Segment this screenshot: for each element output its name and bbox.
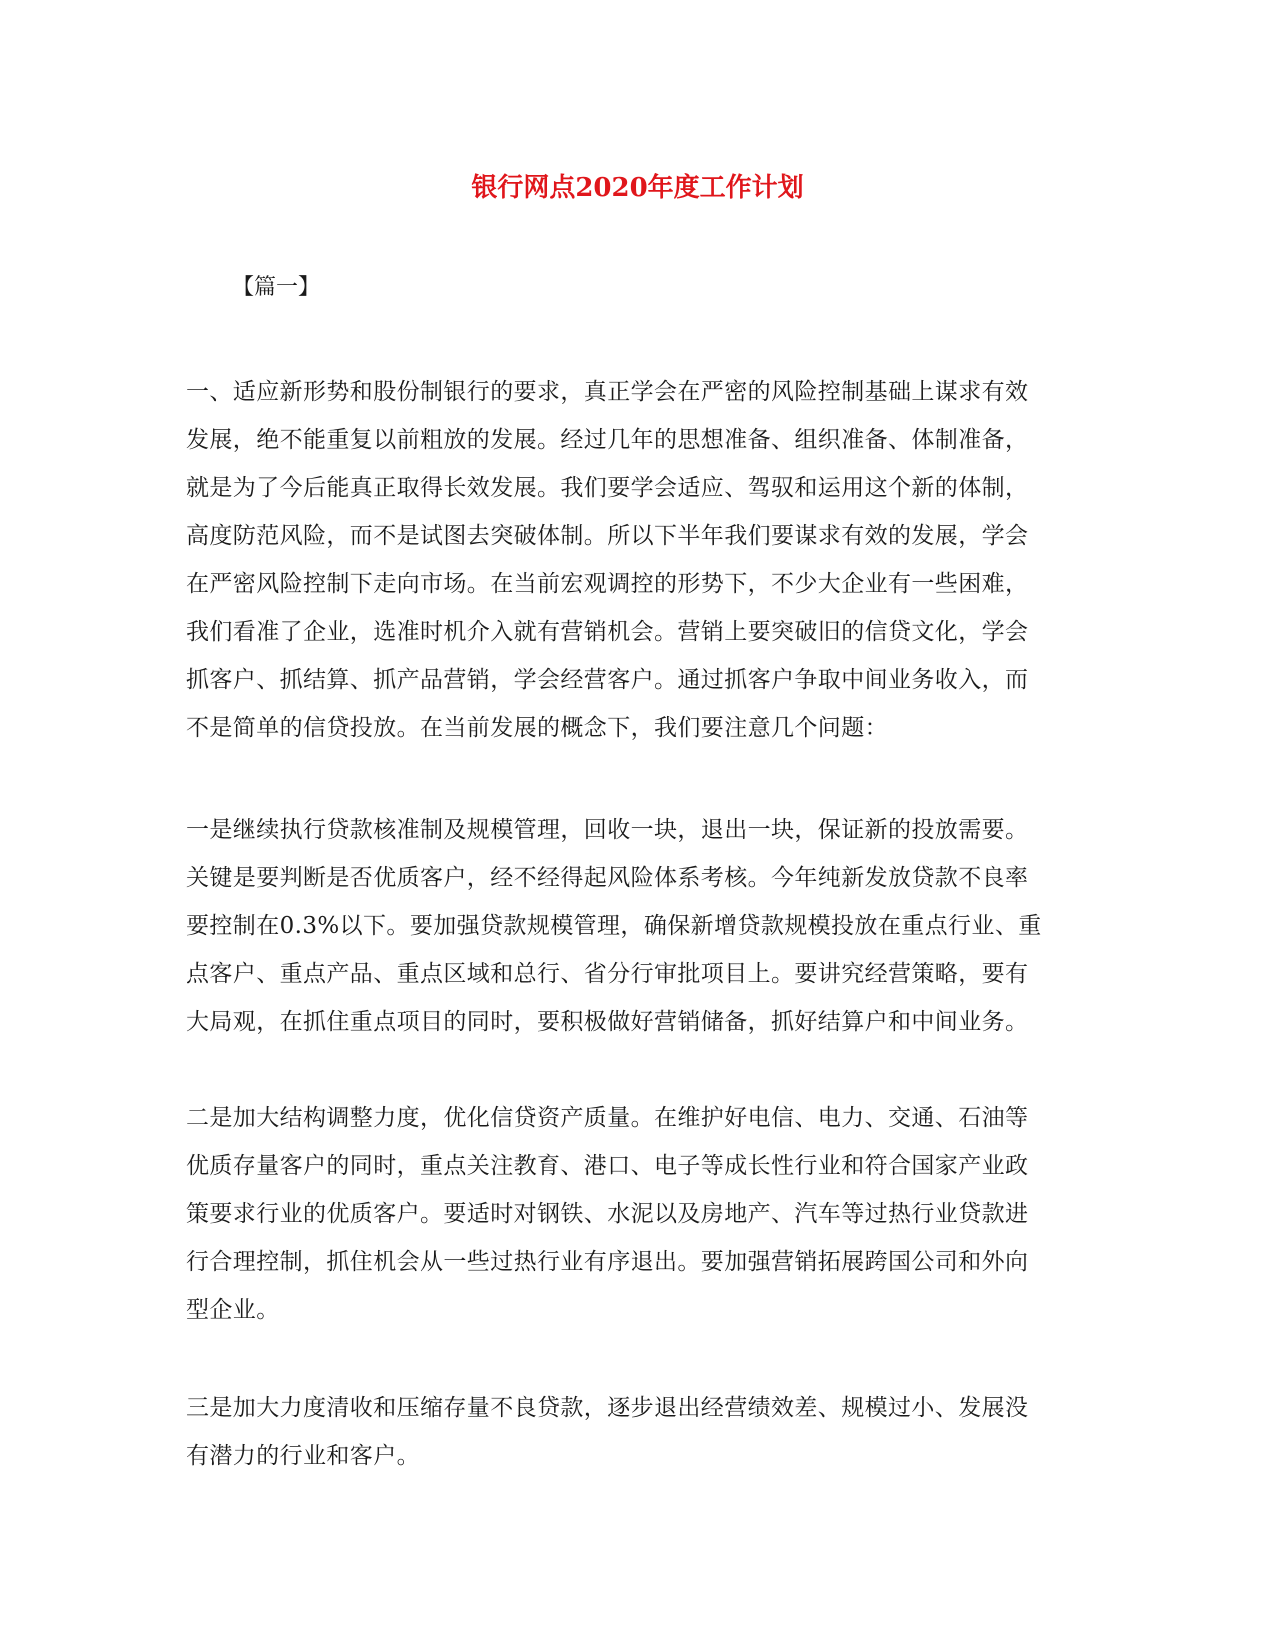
document-title: 银行网点2020年度工作计划 xyxy=(471,173,804,203)
paragraph-line: 我们看准了企业，选准时机介入就有营销机会。营销上要突破旧的信贷文化，学会 xyxy=(186,619,1029,645)
section-label: 【篇一】 xyxy=(232,275,321,300)
paragraph-line: 发展，绝不能重复以前粗放的发展。经过几年的思想准备、组织准备、体制准备， xyxy=(186,427,1029,453)
paragraph-line: 就是为了今后能真正取得长效发展。我们要学会适应、驾驭和运用这个新的体制， xyxy=(186,475,1029,501)
paragraph-1 xyxy=(186,368,1092,752)
paragraph-line: 一、适应新形势和股份制银行的要求，真正学会在严密的风险控制基础上谋求有效 xyxy=(186,379,1029,405)
paragraph-line: 策要求行业的优质客户。要适时对钢铁、水泥以及房地产、汽车等过热行业贷款进 xyxy=(186,1201,1029,1227)
paragraph-line: 大局观，在抓住重点项目的同时，要积极做好营销储备，抓好结算户和中间业务。 xyxy=(186,1009,1029,1035)
paragraph-line: 一是继续执行贷款核准制及规模管理，回收一块，退出一块，保证新的投放需要。 xyxy=(186,817,1029,843)
paragraph-line: 行合理控制，抓住机会从一些过热行业有序退出。要加强营销拓展跨国公司和外向 xyxy=(186,1249,1029,1275)
paragraph-line: 高度防范风险，而不是试图去突破体制。所以下半年我们要谋求有效的发展，学会 xyxy=(186,523,1029,549)
paragraph-line: 在严密风险控制下走向市场。在当前宏观调控的形势下，不少大企业有一些困难， xyxy=(186,571,1029,597)
paragraph-line: 点客户、重点产品、重点区域和总行、省分行审批项目上。要讲究经营策略，要有 xyxy=(186,961,1029,987)
paragraph-2 xyxy=(186,806,1092,1046)
paragraph-line: 二是加大结构调整力度，优化信贷资产质量。在维护好电信、电力、交通、石油等 xyxy=(186,1105,1029,1131)
paragraph-line: 三是加大力度清收和压缩存量不良贷款，逐步退出经营绩效差、规模过小、发展没 xyxy=(186,1395,1029,1421)
paragraph-line: 型企业。 xyxy=(186,1297,280,1323)
paragraph-line: 不是简单的信贷投放。在当前发展的概念下，我们要注意几个问题： xyxy=(186,715,888,741)
paragraph-line: 关键是要判断是否优质客户，经不经得起风险体系考核。今年纯新发放贷款不良率 xyxy=(186,865,1029,891)
paragraph-3 xyxy=(186,1094,1092,1334)
paragraph-4 xyxy=(186,1384,1092,1480)
paragraph-line: 抓客户、抓结算、抓产品营销，学会经营客户。通过抓客户争取中间业务收入，而 xyxy=(186,667,1029,693)
paragraph-line: 有潜力的行业和客户。 xyxy=(186,1443,420,1469)
paragraph-line: 要控制在0.3%以下。要加强贷款规模管理，确保新增贷款规模投放在重点行业、重 xyxy=(186,913,1042,939)
paragraph-line: 优质存量客户的同时，重点关注教育、港口、电子等成长性行业和符合国家产业政 xyxy=(186,1153,1029,1179)
